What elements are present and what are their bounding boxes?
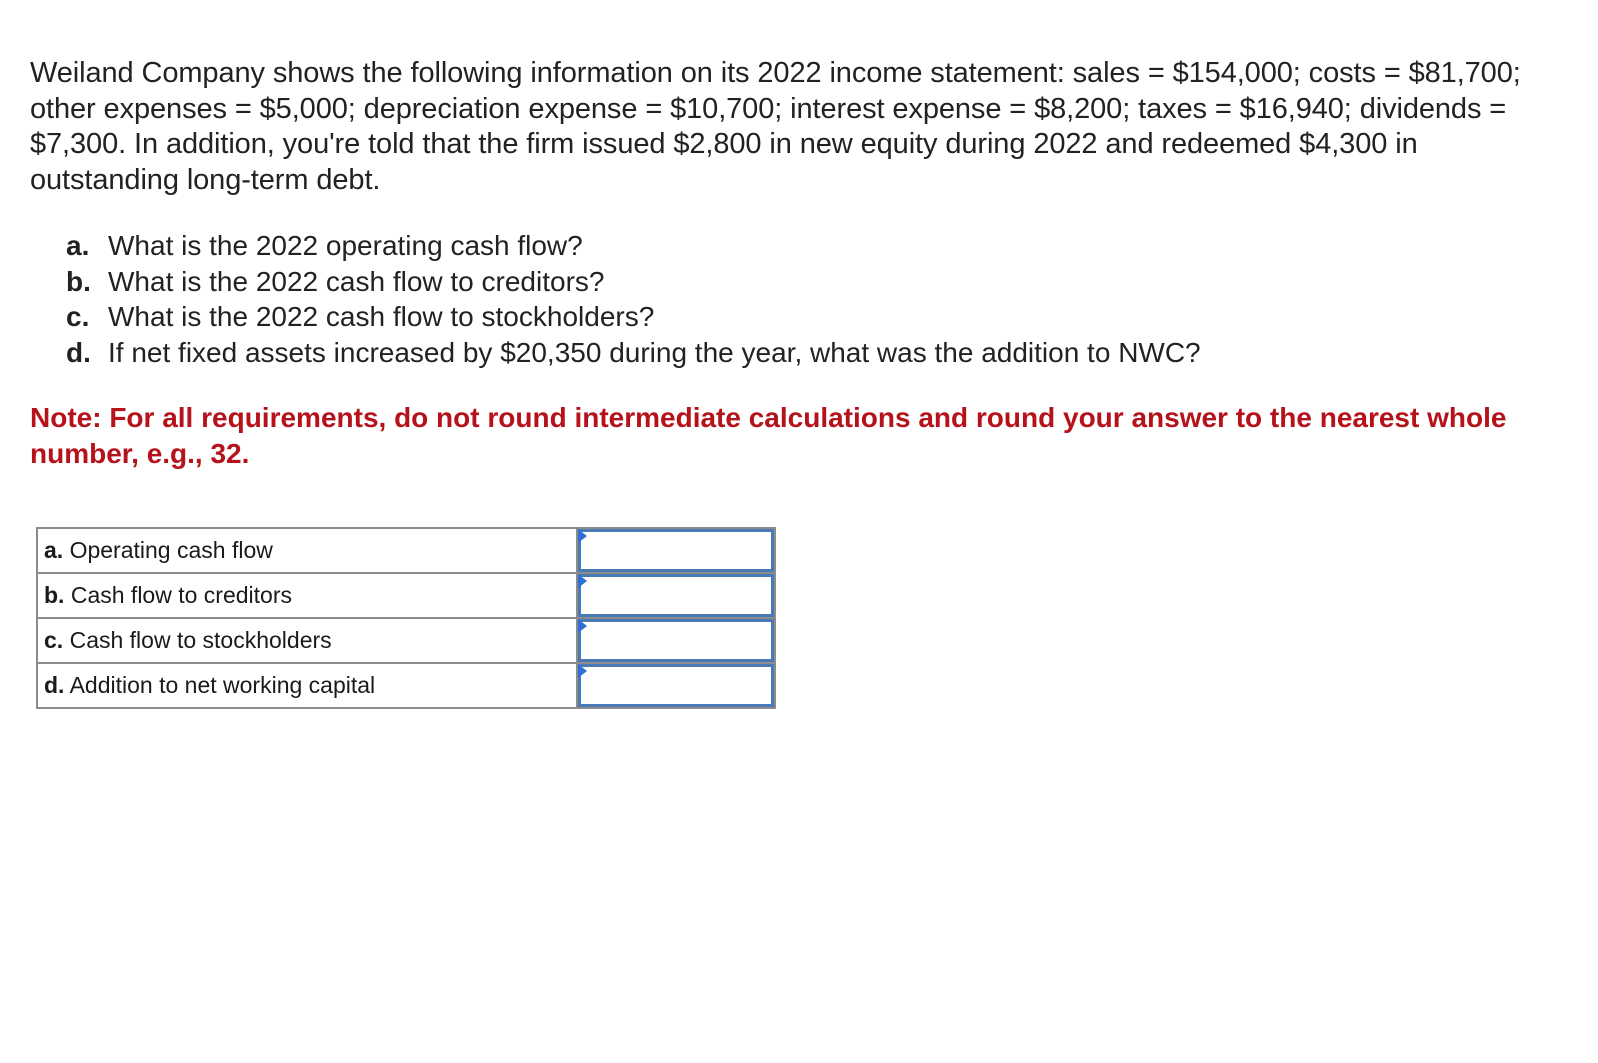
question-item-c — [66, 299, 1570, 335]
question-text: What is the 2022 cash flow to stockholders? — [108, 301, 655, 332]
answer-row-cash-flow-to-creditors — [37, 573, 775, 618]
question-text: What is the 2022 operating cash flow? — [108, 230, 583, 261]
answer-table — [36, 527, 776, 709]
question-text: What is the 2022 cash flow to creditors? — [108, 265, 605, 297]
answer-label — [37, 618, 577, 663]
addition-to-nwc-input[interactable] — [578, 664, 774, 707]
answer-label-letter: c. — [44, 627, 64, 653]
answer-flag-icon — [578, 664, 587, 678]
answer-flag-icon — [578, 619, 587, 633]
rounding-note: Note: For all requirements, do not round intermediate calculations and round your answer to the nearest whole number, e.g., 32. — [30, 402, 1507, 469]
question-letter: b. — [66, 265, 91, 297]
question-letter: c. — [66, 301, 90, 332]
answer-label-text: Cash flow to stockholders — [69, 627, 332, 653]
answer-label — [37, 663, 577, 708]
operating-cash-flow-input[interactable] — [578, 529, 774, 572]
question-content — [30, 56, 1570, 471]
answer-input-cell — [577, 618, 775, 663]
problem-statement: Weiland Company shows the following information on its 2022 income statement: sales = $154,000; costs = $81,700; other expenses = $5,000; depreciation expense = $10,700; interest expense = $8,200; taxes = $16,940; dividends = $7,300. In addition, you're told that the firm issued $2,800 in new equity during 2022 and redeemed $4,300 in outstanding long-term debt. — [30, 57, 1521, 196]
question-item-a — [66, 228, 1570, 264]
answer-row-operating-cash-flow — [37, 528, 775, 573]
answer-label-letter: b. — [44, 582, 65, 608]
answer-label — [37, 573, 577, 618]
cash-flow-to-creditors-input[interactable] — [578, 574, 774, 617]
answer-flag-icon — [578, 574, 587, 588]
question-letter: d. — [66, 336, 91, 368]
answer-label — [37, 528, 577, 573]
question-letter: a. — [66, 230, 90, 261]
question-item-d — [66, 335, 1570, 371]
answer-label-text: Operating cash flow — [69, 537, 273, 563]
answer-label-letter: a. — [44, 537, 64, 563]
question-text: If net fixed assets increased by $20,350 during the year, what was the addition to NWC? — [108, 336, 1201, 368]
answer-input-cell — [577, 573, 775, 618]
cash-flow-to-stockholders-input[interactable] — [578, 619, 774, 662]
answer-row-addition-to-nwc — [37, 663, 775, 708]
answer-flag-icon — [578, 529, 587, 543]
question-list — [30, 228, 1570, 370]
answer-input-cell — [577, 528, 775, 573]
answer-label-text: Cash flow to creditors — [70, 582, 292, 608]
answer-input-cell — [577, 663, 775, 708]
answer-row-cash-flow-to-stockholders — [37, 618, 775, 663]
answer-label-text: Addition to net working capital — [69, 672, 376, 698]
answer-label-letter: d. — [44, 672, 65, 698]
question-item-b — [66, 264, 1570, 300]
